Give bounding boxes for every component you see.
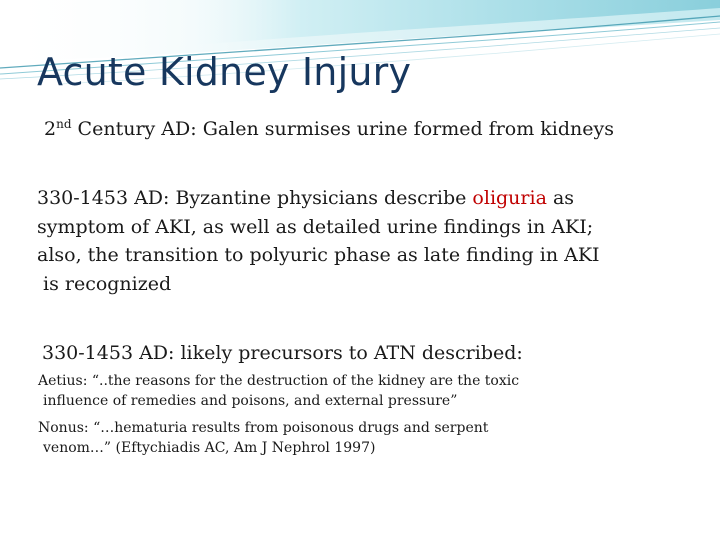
byzantine-line-2: symptom of AKI, as well as detailed urine findings in AKI; — [37, 215, 594, 238]
byzantine-line-3: also, the transition to polyuric phase as late finding in AKI — [37, 244, 600, 267]
byzantine-line-4: is recognized — [43, 272, 172, 295]
page-title: Acute Kidney Injury — [37, 50, 412, 94]
byzantine-line-1 — [37, 184, 600, 213]
timeline-item-byzantine — [37, 184, 600, 298]
oliguria-highlight: oliguria — [472, 187, 547, 209]
nonus-quote-line-2: venom…” (Eftychiadis AC, Am J Nephrol 1997) — [43, 440, 376, 456]
timeline-item-galen — [44, 116, 614, 142]
galen-text: Century AD: Galen surmises urine formed from kidneys — [71, 118, 615, 140]
byzantine-text-post: as — [546, 187, 575, 209]
historical-quotes — [38, 371, 519, 458]
aetius-quote-line-2: influence of remedies and poisons, and external pressure” — [43, 393, 458, 409]
byzantine-text-pre: 330-1453 AD: Byzantine physicians describe — [37, 187, 473, 209]
nonus-quote-line-1: Nonus: “…hematuria results from poisonous drugs and serpent — [38, 420, 489, 436]
ordinal-suffix: nd — [56, 117, 72, 131]
century-number: 2 — [44, 118, 57, 140]
timeline-item-atn: 330-1453 AD: likely precursors to ATN described: — [42, 342, 523, 364]
aetius-quote-line-1: Aetius: “..the reasons for the destruction of the kidney are the toxic — [38, 373, 520, 389]
